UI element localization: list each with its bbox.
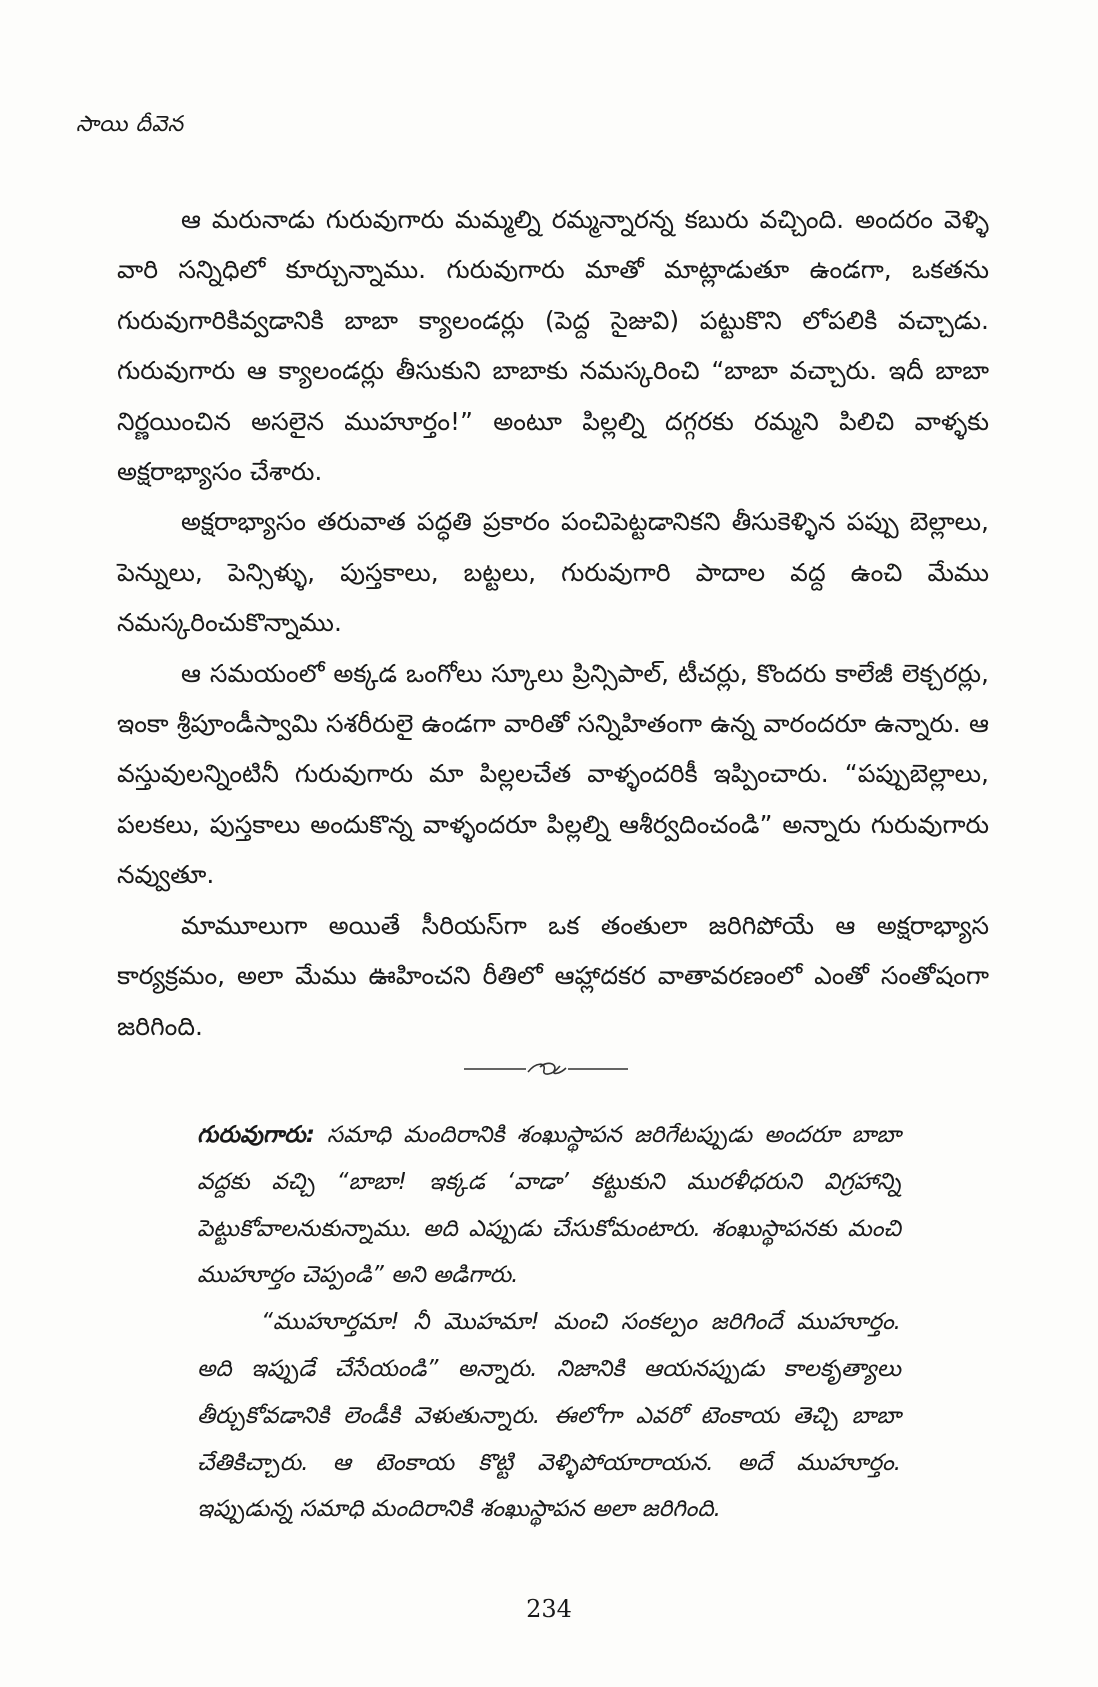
quote-text-1: సమాధి మందిరానికి శంఖుస్థాపన జరిగేటప్పుడు అందరూ బాబా వద్దకు వచ్చి “బాబా! ఇక్కడ ‘వాడా’ కట్టుకుని మురళీధరుని విగ్రహాన్ని పెట్టుకోవాలనుకున్నాము. అది ఎప్పుడు చేసుకోమంటారు. శంఖుస్థాపనకు మంచి ముహూర్తం చెప్పండి” అని అడిగారు. [197,1122,901,1289]
quote-block [197,1112,901,1533]
quote-paragraph-1 [197,1112,901,1299]
paragraph-2: అక్షరాభ్యాసం తరువాత పద్ధతి ప్రకారం పంచిపెట్టడానికని తీసుకెళ్ళిన పప్పు బెల్లాలు, పెన్నులు, పెన్సిళ్ళు, పుస్తకాలు, బట్టలు, గురువుగారి పాదాల వద్ద ఉంచి మేము నమస్కరించుకొన్నాము. [117,507,989,638]
section-divider-ornament [456,1058,636,1080]
paragraph-3: ఆ సమయంలో అక్కడ ఒంగోలు స్కూలు ప్రిన్సిపాల్, టీచర్లు, కొందరు కాలేజీ లెక్చరర్లు, ఇంకా శ్రీపూండీస్వామి సశరీరులై ఉండగా వారితో సన్నిహితంగా ఉన్న వారందరూ ఉన్నారు. ఆ వస్తువులన్నింటినీ గురువుగారు మా పిల్లలచేత వాళ్ళందరికీ ఇప్పించారు. “పప్పుబెల్లాలు, పలకలు, పుస్తకాలు అందుకొన్న వాళ్ళందరూ పిల్లల్ని ఆశీర్వదించండి” అన్నారు గురువుగారు నవ్వుతూ. [117,658,989,890]
speaker-label: గురువుగారు: [197,1122,315,1148]
paragraph-4: మామూలుగా అయితే సీరియస్‌గా ఒక తంతులా జరిగిపోయే ఆ అక్షరాభ్యాస కార్యక్రమం, అలా మేము ఊహించని రీతిలో ఆహ్లాదకర వాతావరణంలో ఎంతో సంతోషంగా జరిగింది. [117,910,989,1041]
paragraph-1: ఆ మరునాడు గురువుగారు మమ్మల్ని రమ్మన్నారన్న కబురు వచ్చింది. అందరం వెళ్ళి వారి సన్నిధిలో కూర్చున్నాము. గురువుగారు మాతో మాట్లాడుతూ ఉండగా, ఒకతను గురువుగారికివ్వడానికి బాబా క్యాలండర్లు (పెద్ద సైజువి) పట్టుకొని లోపలికి వచ్చాడు. గురువుగారు ఆ క్యాలండర్లు తీసుకుని బాబాకు నమస్కరించి “బాబా వచ్చారు. ఇదీ బాబా నిర్ణయించిన అసలైన ముహూర్తం!” అంటూ పిల్లల్ని దగ్గరకు రమ్మని పిలిచి వాళ్ళకు అక్షరాభ్యాసం చేశారు. [117,205,989,487]
quote-paragraph-2: “ముహూర్తమా! నీ మొహమా! మంచి సంకల్పం జరిగిందే ముహూర్తం. అది ఇప్పుడే చేసేయండి” అన్నారు. నిజానికి ఆయనప్పుడు కాలకృత్యాలు తీర్చుకోవడానికి లెండీకి వెళుతున్నారు. ఈలోగా ఎవరో టెంకాయ తెచ్చి బాబా చేతికిచ్చారు. ఆ టెంకాయ కొట్టి వెళ్ళిపోయారాయన. అదే ముహూర్తం. ఇప్పుడున్న సమాధి మందిరానికి శంఖుస్థాపన అలా జరిగింది. [197,1309,901,1523]
page-number: 234 [526,1595,572,1623]
running-head: సాయి దీవెన [76,112,184,137]
main-text [117,195,989,1052]
